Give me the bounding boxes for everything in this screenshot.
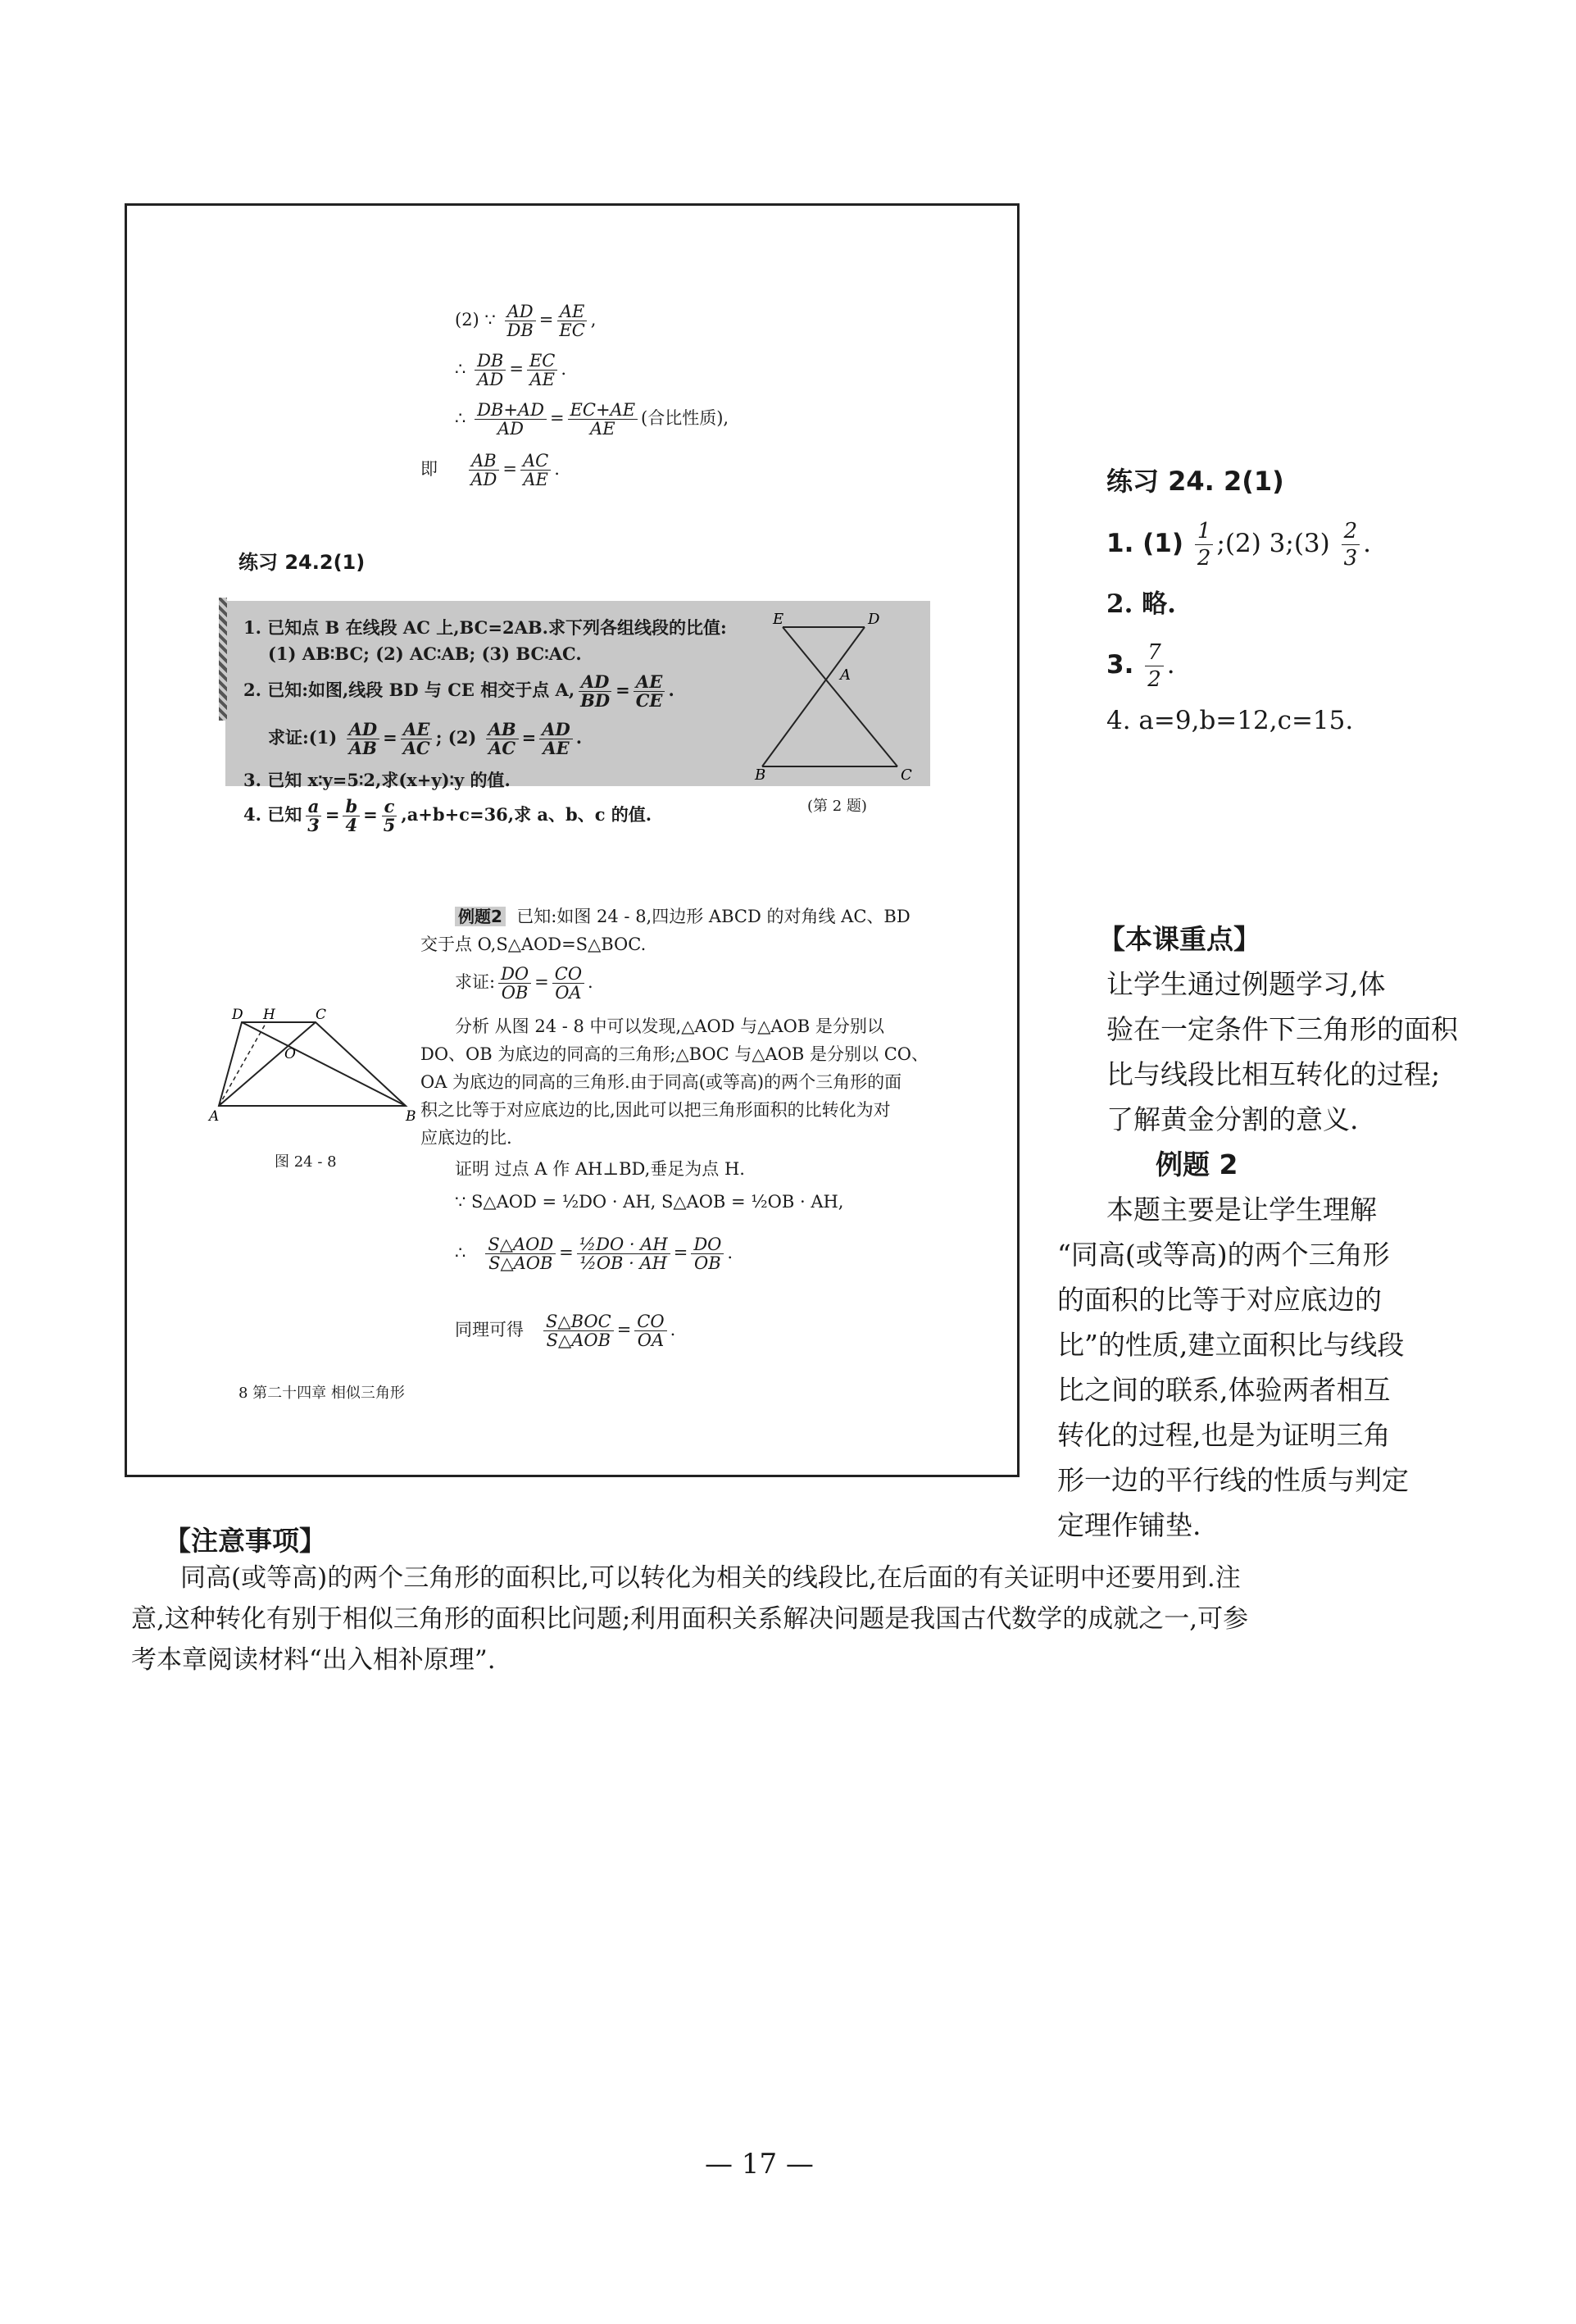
key-line-2: 验在一定条件下三角形的面积 xyxy=(1106,1013,1458,1045)
therefore-symbol: ∴ xyxy=(455,1243,466,1262)
textbook-page-image xyxy=(125,203,1020,1477)
label-E: E xyxy=(773,611,784,628)
proof-line-1: (2) ∵ $\frac{AD}{DB}$ = $\frac{AE}{EC}$ , xyxy=(455,302,597,340)
frac-num: 2 xyxy=(1342,518,1360,545)
suffix: . xyxy=(1363,529,1372,558)
frac-den: AC xyxy=(488,738,516,758)
exercise-q2-prove: 求证:(1) $\frac{AD}{AB}$ = $\frac{AE}{AC}$ ; (2) $\frac{AB}{AC}$ = $\frac{AD}{AE}$ . xyxy=(268,719,583,758)
frac-num: AB xyxy=(486,721,519,739)
example2-heading: 例题 2 xyxy=(1156,1148,1238,1180)
q4-suffix: ,a+b+c=36,求 a、b、c 的值. xyxy=(401,804,652,825)
frac-den: AD xyxy=(470,470,497,489)
frac-den: OB xyxy=(694,1253,721,1273)
analysis-line-2: DO、OB 为底边的同高的三角形;△BOC 与△AOB 是分别以 CO、 xyxy=(420,1044,929,1064)
suffix: . xyxy=(1166,650,1175,680)
frac-den: OA xyxy=(555,983,582,1003)
frac-num: AD xyxy=(579,673,612,692)
frac-num: DO xyxy=(498,965,531,984)
answer-1-prefix: 1. (1) xyxy=(1106,529,1184,558)
frac-num: AC xyxy=(520,452,551,471)
frac-den: BD xyxy=(580,690,611,711)
key-line-3: 比与线段比相互转化的过程; xyxy=(1106,1058,1441,1090)
key-line-4: 了解黄金分割的意义. xyxy=(1106,1103,1359,1135)
prove-label: 求证: xyxy=(455,972,496,992)
frac-num: EC xyxy=(527,352,557,371)
notes-heading: 【注意事项】 xyxy=(164,1525,326,1557)
frac-num: DB xyxy=(475,352,506,371)
exercise-stripe-decoration xyxy=(219,598,227,721)
suffix: . xyxy=(588,972,593,992)
ex-line-6: 转化的过程,也是为证明三角 xyxy=(1057,1419,1391,1451)
frac-den: AB xyxy=(348,738,377,758)
frac-den: OB xyxy=(501,983,529,1003)
exercise-q3: 3. 已知 x∶y=5∶2,求(x+y)∶y 的值. xyxy=(243,770,511,790)
suffix: (合比性质), xyxy=(641,408,729,428)
frac-den: AD xyxy=(477,370,504,389)
example2-prove: 求证: $\frac{DO}{OB}$ = $\frac{CO}{OA}$ . xyxy=(455,964,593,1003)
ex-line-2: “同高(或等高)的两个三角形 xyxy=(1057,1239,1390,1271)
frac-num: b xyxy=(343,798,360,816)
label-A: A xyxy=(209,1108,220,1125)
example2-line2: 交于点 O,S△AOD=S△BOC. xyxy=(420,935,647,954)
proof-line: 证明 过点 A 作 AH⊥BD,垂足为点 H. xyxy=(455,1159,745,1179)
similarly-line: 同理可得 $\frac{\text{S△BOC}}{\text{S△AOB}}$ = $\frac{CO}{OA}$ . xyxy=(455,1312,676,1350)
proof-prefix: (2) ∵ xyxy=(455,310,496,330)
notes-line-2: 意,这种转化有别于相似三角形的面积比问题;利用面积关系解决问题是我国古代数学的成就之一,可参 xyxy=(131,1604,1249,1634)
exercise-q4: 4. 已知 $\frac{a}{3}$ = $\frac{b}{4}$ = $\frac{c}{5}$ ,a+b+c=36,求 a、b、c 的值. xyxy=(243,796,652,835)
frac-den: DB xyxy=(506,321,534,340)
suffix: , xyxy=(590,310,597,330)
ex-line-7: 形一边的平行线的性质与判定 xyxy=(1057,1464,1409,1496)
label-D: D xyxy=(868,611,880,628)
answer-4: 4. a=9,b=12,c=15. xyxy=(1106,706,1354,735)
namely-word: 即 xyxy=(420,459,438,479)
answer-3 xyxy=(1106,639,1175,693)
frac-num: 1 xyxy=(1195,518,1214,545)
frac-num: AE xyxy=(401,721,432,739)
frac-num: ½DO · AH xyxy=(577,1235,670,1254)
frac-num: CO xyxy=(634,1312,666,1331)
notes-line-3: 考本章阅读材料“出入相补原理”. xyxy=(131,1645,496,1675)
analysis-line-3: OA 为底边的同高的三角形.由于同高(或等高)的两个三角形的面 xyxy=(420,1072,902,1092)
exercise-q2: 2. 已知:如图,线段 BD 与 CE 相交于点 A, $\frac{AD}{BD}$ = $\frac{AE}{CE}$ . xyxy=(243,671,674,711)
notes-body xyxy=(131,1558,1475,1680)
analysis-line-4: 积之比等于对应底边的比,因此可以把三角形面积的比转化为对 xyxy=(420,1100,891,1120)
frac-den: 5 xyxy=(383,815,396,835)
frac-num: AE xyxy=(634,673,665,692)
frac-den: AE xyxy=(590,419,615,439)
frac-num: 7 xyxy=(1145,639,1164,666)
similarly-label: 同理可得 xyxy=(455,1320,524,1339)
page-number: — 17 — xyxy=(705,2148,814,2181)
frac-num: AB xyxy=(469,452,499,471)
figure-caption-24-8: 图 24 - 8 xyxy=(275,1153,337,1171)
frac-num: AE xyxy=(557,302,588,321)
frac-den: 2 xyxy=(1147,667,1161,692)
example2-text: 已知:如图 24 - 8,四边形 ABCD 的对角线 AC、BD xyxy=(516,907,911,926)
analysis-line-1: 分析 从图 24 - 8 中可以发现,△AOD 与△AOB 是分别以 xyxy=(455,1016,884,1036)
frac-num: a xyxy=(306,798,322,816)
label-B: B xyxy=(406,1108,416,1125)
because-line: ∵ S△AOD = ½DO · AH, S△AOB = ½OB · AH, xyxy=(455,1192,844,1212)
key-points-body xyxy=(1106,962,1533,1142)
frac-den: AC xyxy=(402,738,430,758)
figure-question-2 xyxy=(755,607,955,788)
q4-prefix: 4. 已知 xyxy=(243,804,302,825)
proof-line-3: ∴ $\frac{DB+AD}{AD}$ = $\frac{EC+AE}{AE}$ (合比性质), xyxy=(455,400,729,439)
key-points-heading: 【本课重点】 xyxy=(1098,923,1260,955)
frac-den: S△AOB xyxy=(546,1330,611,1350)
suffix: . xyxy=(575,727,583,748)
frac-den: 3 xyxy=(1343,546,1358,571)
suffix: . xyxy=(668,680,674,700)
label-O: O xyxy=(284,1046,296,1062)
frac-den: ½OB · AH xyxy=(579,1253,667,1273)
example2-notes-body xyxy=(1057,1187,1565,1548)
answers-title: 练习 24. 2(1) xyxy=(1106,466,1284,497)
ex-line-1: 本题主要是让学生理解 xyxy=(1106,1194,1377,1226)
ex-line-8: 定理作铺垫. xyxy=(1057,1509,1201,1541)
proof-line-4: 即 $\frac{AB}{AD}$ = $\frac{AC}{AE}$ . xyxy=(420,451,560,489)
answer-1-mid: ;(2) 3;(3) xyxy=(1216,529,1330,558)
example2-line1 xyxy=(455,904,911,929)
answer-1 xyxy=(1106,518,1371,571)
answer-2: 2. 略. xyxy=(1106,589,1176,619)
frac-den: 3 xyxy=(307,815,320,835)
frac-num: DB+AD xyxy=(475,401,547,420)
proof-line-2: ∴ $\frac{DB}{AD}$ = $\frac{EC}{AE}$ . xyxy=(455,351,567,389)
prove-label: 求证:(1) xyxy=(268,727,338,748)
frac-num: S△BOC xyxy=(543,1312,614,1331)
frac-den: AE xyxy=(523,470,548,489)
figure-24-8 xyxy=(209,1009,422,1124)
label-D: D xyxy=(232,1007,243,1023)
key-line-1: 让学生通过例题学习,体 xyxy=(1106,968,1386,1000)
frac-den: CE xyxy=(635,690,663,711)
frac-den: AD xyxy=(497,419,524,439)
label-C: C xyxy=(316,1007,327,1023)
q2-text: 2. 已知:如图,线段 BD 与 CE 相交于点 A, xyxy=(243,680,575,700)
answer-3-prefix: 3. xyxy=(1106,650,1134,680)
frac-den: S△AOB xyxy=(488,1253,553,1273)
example2-label: 例题2 xyxy=(455,907,506,926)
part2-label: ; (2) xyxy=(435,727,477,748)
frac-num: AD xyxy=(505,302,536,321)
frac-num: c xyxy=(382,798,397,816)
therefore-symbol: ∴ xyxy=(455,359,466,379)
figure-caption-q2: (第 2 题) xyxy=(807,798,867,815)
textbook-footer: 8 第二十四章 相似三角形 xyxy=(238,1385,405,1402)
suffix: . xyxy=(554,459,560,479)
frac-num: EC+AE xyxy=(568,401,638,420)
ex-line-3: 的面积的比等于对应底边的 xyxy=(1057,1284,1382,1316)
frac-den: EC xyxy=(559,321,585,340)
frac-den: OA xyxy=(637,1330,665,1350)
frac-den: AE xyxy=(529,370,555,389)
label-H: H xyxy=(263,1007,275,1023)
frac-den: 2 xyxy=(1197,546,1211,571)
frac-den: 4 xyxy=(345,815,358,835)
suffix: . xyxy=(561,359,567,379)
exercise-q1-parts: (1) AB∶BC; (2) AC∶AB; (3) BC∶AC. xyxy=(268,644,582,664)
label-B: B xyxy=(755,766,766,784)
notes-line-1: 同高(或等高)的两个三角形的面积比,可以转化为相关的线段比,在后面的有关证明中还要用到.注 xyxy=(180,1563,1241,1593)
analysis-line-5: 应底边的比. xyxy=(420,1128,512,1148)
frac-num: DO xyxy=(691,1235,724,1254)
frac-num: CO xyxy=(552,965,584,984)
ex-line-5: 比之间的联系,体验两者相互 xyxy=(1057,1374,1391,1406)
label-C: C xyxy=(901,766,912,784)
frac-den: AE xyxy=(543,738,570,758)
label-A: A xyxy=(840,666,851,684)
frac-num: S△AOD xyxy=(485,1235,556,1254)
therefore-symbol: ∴ xyxy=(455,408,466,428)
exercise-q1: 1. 已知点 B 在线段 AC 上,BC=2AB.求下列各组线段的比值: xyxy=(243,617,727,638)
ex-line-4: 比”的性质,建立面积比与线段 xyxy=(1057,1329,1405,1361)
frac-num: AD xyxy=(539,721,573,739)
exercise-title: 练习 24.2(1) xyxy=(238,551,366,574)
therefore-line: ∴ $\frac{\text{S△AOD}}{\text{S△AOB}}$ = $\frac{\text{½DO · AH}}{\text{½OB · AH}}$ = $\frac{DO}{OB}$ . xyxy=(455,1235,733,1273)
frac-num: AD xyxy=(347,721,380,739)
